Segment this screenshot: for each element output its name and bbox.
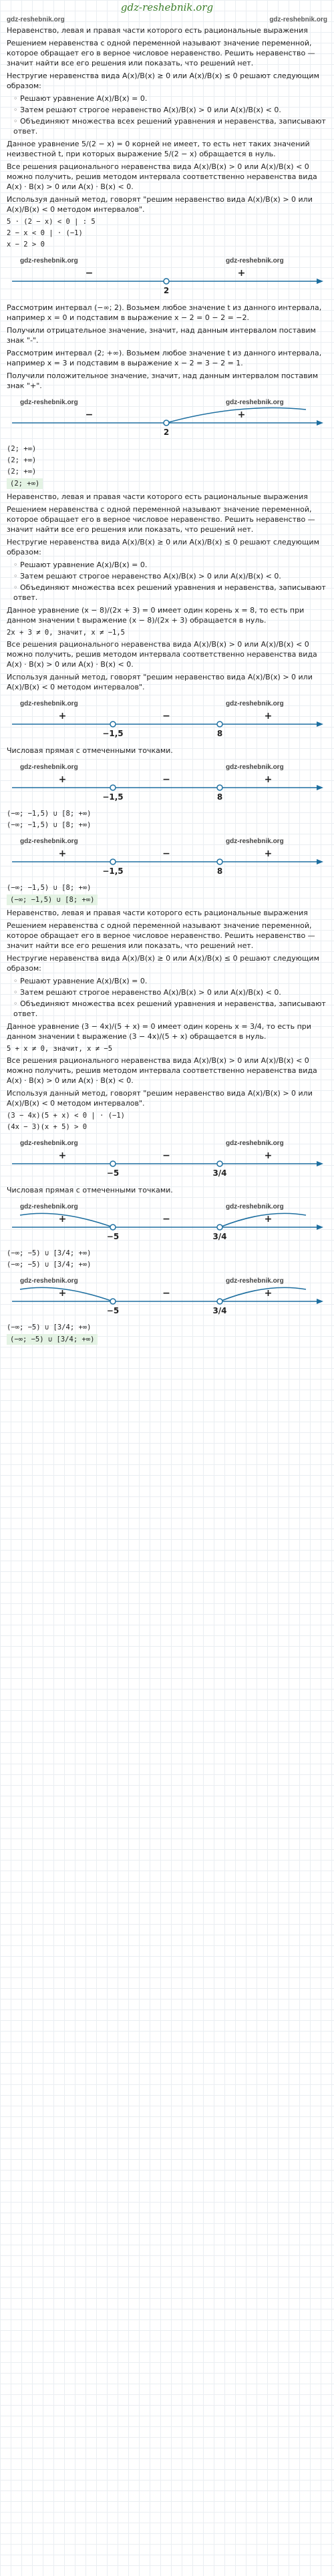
point-label: 8 (216, 792, 223, 802)
watermark: gdz-reshebnik.org (20, 1277, 78, 1285)
number-line (7, 395, 327, 438)
interval-sign: + (58, 711, 67, 721)
number-line-svg (7, 834, 326, 876)
solution-section-3 (7, 908, 327, 1347)
watermark: gdz-reshebnik.org (226, 399, 284, 406)
number-line-svg (7, 1199, 326, 1242)
interval-arc (220, 1287, 306, 1301)
paragraph: Получили отрицательное значение, значит, над данным интервалом поставим знак "-". (7, 326, 316, 345)
number-line (7, 1136, 327, 1178)
interval-arc (20, 1287, 113, 1301)
math-line: (3 − 4x)(5 + x) < 0 | · (−1) (7, 1112, 126, 1120)
point-marker (164, 279, 169, 284)
watermark: gdz-reshebnik.org (20, 764, 78, 771)
watermark: gdz-reshebnik.org (226, 1203, 284, 1211)
watermark: gdz-reshebnik.org (20, 838, 78, 845)
point-marker (164, 420, 169, 426)
point-marker (110, 1225, 116, 1230)
number-line (7, 1273, 327, 1316)
axis-arrow-icon (317, 420, 323, 426)
interval-sign: + (237, 268, 246, 279)
paragraph: Решением неравенства с одной переменной называют значение переменной, которое обращает его в верное числовое неравенство. Решить неравенство — значит найти все его решения или показать, что решений нет. (7, 39, 315, 67)
point-label: −5 (106, 1306, 120, 1315)
point-marker (110, 1299, 116, 1304)
paragraph: Получили положительное значение, значит, над данным интервалом поставим знак "+". (7, 371, 319, 390)
point-label: 2 (163, 428, 170, 437)
list-item: ◦ Объединяют множества всех решений уравнения и неравенства, записывают ответ. (13, 999, 327, 1019)
site-header (0, 0, 334, 15)
watermark: gdz-reshebnik.org (226, 1140, 284, 1147)
watermark: gdz-reshebnik.org (226, 764, 284, 771)
watermark: gdz-reshebnik.org (20, 257, 78, 265)
list-item: ◦ Решают уравнение A(x)/B(x) = 0. (13, 976, 327, 986)
interval-sign: + (264, 1214, 273, 1225)
point-label: 8 (216, 729, 223, 738)
watermark: gdz-reshebnik.org (226, 1277, 284, 1285)
interval-sign: + (264, 711, 273, 721)
answer-box: (−∞; −5) ∪ [3/4; +∞) (7, 1334, 98, 1345)
result-line: (2; +∞) (7, 456, 37, 464)
paragraph: Нестругие неравенства вида A(x)/B(x) ≥ 0 или A(x)/B(x) ≤ 0 решают следующим образом: (7, 538, 319, 556)
interval-sign: + (237, 410, 246, 420)
math-line: 5 · (2 − x) < 0 | : 5 (7, 218, 96, 226)
watermark: gdz-reshebnik.org (20, 700, 78, 707)
paragraph: Решением неравенства с одной переменной называют значение переменной, которое обращает его в верное числовое неравенство. Решить неравенство — значит найти все его решения или показать, что решений нет. (7, 921, 315, 950)
list-item: ◦ Затем решают строгое неравенство A(x)/B(x) > 0 или A(x)/B(x) < 0. (13, 105, 327, 115)
interval-sign: − (162, 711, 170, 721)
list-item: ◦ Решают уравнение A(x)/B(x) = 0. (13, 560, 327, 570)
watermark: gdz-reshebnik.org (226, 257, 284, 265)
number-line-svg (7, 253, 326, 296)
math-line: x − 2 > 0 (7, 240, 45, 249)
point-marker (110, 785, 116, 790)
number-line-svg (7, 1273, 326, 1316)
watermark-row (7, 16, 327, 23)
paragraph: Все решения рационального неравенства вида A(x)/B(x) > 0 или A(x)/B(x) < 0 можно получить, решив методом интервала соответственно неравенства вида A(x) · B(x) > 0 или A(x) · B(x) < 0. (7, 1056, 317, 1085)
math-line: (4x − 3)(x + 5) > 0 (7, 1123, 88, 1131)
result-line: (2; +∞) (7, 445, 37, 453)
caption: Числовая прямая с отмеченными точками. (7, 746, 173, 755)
list-item: ◦ Затем решают строгое неравенство A(x)/B(x) > 0 или A(x)/B(x) < 0. (13, 571, 327, 581)
paragraph: Все решения рационального неравенства вида A(x)/B(x) > 0 или A(x)/B(x) < 0 можно получить, решив методом интервала соответственно неравенства вида A(x) · B(x) > 0 или A(x) · B(x) < 0. (7, 640, 317, 669)
caption: Числовая прямая с отмеченными точками. (7, 1186, 173, 1194)
answer-box: (−∞; −1,5) ∪ [8; +∞) (7, 895, 98, 905)
number-line-svg (7, 760, 326, 802)
paragraph: Данное уравнение (3 − 4x)/(5 + x) = 0 имеет один корень x = 3/4, то есть при данном значении t выражение (3 − 4x)/(5 + x) обращается в нуль. (7, 1022, 311, 1041)
point-marker (217, 1299, 222, 1304)
watermark: gdz-reshebnik.org (7, 16, 65, 23)
point-label: 3/4 (212, 1306, 227, 1315)
paragraph: Все решения рационального неравенства вида A(x)/B(x) > 0 или A(x)/B(x) < 0 можно получить, решив методом интервала соответственно неравенства вида A(x) · B(x) > 0 или A(x) · B(x) < 0. (7, 162, 317, 191)
axis-arrow-icon (317, 859, 323, 864)
axis-arrow-icon (317, 1299, 323, 1304)
result-line: (−∞; −5) ∪ [3/4; +∞) (7, 1249, 92, 1257)
interval-sign: + (58, 1150, 67, 1161)
number-line-svg (7, 696, 326, 739)
result-line: (−∞; −1,5) ∪ [8; +∞) (7, 821, 92, 829)
number-line (7, 1199, 327, 1242)
axis-arrow-icon (317, 1161, 323, 1166)
point-marker (110, 859, 116, 864)
interval-sign: − (85, 268, 94, 279)
interval-sign: − (162, 1288, 170, 1299)
point-marker (110, 721, 116, 727)
point-label: −1,5 (102, 866, 124, 876)
axis-arrow-icon (317, 1225, 323, 1230)
axis-arrow-icon (317, 785, 323, 790)
axis-arrow-icon (317, 721, 323, 727)
watermark: gdz-reshebnik.org (20, 399, 78, 406)
math-line: 5 + x ≠ 0, значит, x ≠ −5 (7, 1045, 113, 1053)
paragraph: Данное уравнение 5/(2 − x) = 0 корней не имеет, то есть нет таких значений неизвестной t, при которых выражение 5/(2 − x) обращается в нуль. (7, 140, 310, 158)
point-marker (217, 859, 222, 864)
paragraph: Нестругие неравенства вида A(x)/B(x) ≥ 0 или A(x)/B(x) ≤ 0 решают следующим образом: (7, 71, 319, 90)
number-line (7, 696, 327, 739)
point-marker (217, 785, 222, 790)
result-line: (−∞; −1,5) ∪ [8; +∞) (7, 810, 92, 818)
list-item: ◦ Затем решают строгое неравенство A(x)/B(x) > 0 или A(x)/B(x) < 0. (13, 987, 327, 997)
interval-sign: + (58, 1288, 67, 1299)
number-line-svg (7, 1136, 326, 1178)
paragraph: Неравенство, левая и правая части которого есть рациональные выражения (7, 909, 308, 917)
point-label: −5 (106, 1232, 120, 1241)
point-label: −1,5 (102, 729, 124, 738)
number-line (7, 834, 327, 876)
interval-sign: + (264, 1288, 273, 1299)
point-label: 3/4 (212, 1232, 227, 1241)
paragraph: Используя данный метод, говорят "решим неравенство вида A(x)/B(x) > 0 или A(x)/B(x) < 0 методом интервалов". (7, 195, 313, 214)
list-item: ◦ Объединяют множества всех решений уравнения и неравенства, записывают ответ. (13, 116, 327, 136)
interval-sign: − (162, 848, 170, 859)
watermark: gdz-reshebnik.org (20, 1203, 78, 1211)
point-label: 8 (216, 866, 223, 876)
paragraph: Решением неравенства с одной переменной называют значение переменной, которое обращает его в верное числовое неравенство. Решить неравенство — значит найти все его решения или показать, что решений нет. (7, 505, 315, 534)
solution-section-2 (7, 492, 327, 908)
interval-sign: + (58, 774, 67, 785)
interval-sign: + (58, 1214, 67, 1225)
solution-section-1 (7, 16, 327, 492)
list-item: ◦ Объединяют множества всех решений уравнения и неравенства, записывают ответ. (13, 583, 327, 603)
point-marker (217, 1161, 222, 1166)
watermark: gdz-reshebnik.org (226, 838, 284, 845)
point-label: −1,5 (102, 792, 124, 802)
interval-sign: + (264, 1150, 273, 1161)
result-line: (−∞; −5) ∪ [3/4; +∞) (7, 1261, 92, 1269)
list-item: ◦ Решают уравнение A(x)/B(x) = 0. (13, 94, 327, 104)
interval-sign: + (264, 848, 273, 859)
answer-box: (2; +∞) (7, 478, 43, 489)
site-title[interactable]: gdz-reshebnik.org (120, 1, 214, 13)
result-line: (−∞; −1,5) ∪ [8; +∞) (7, 884, 92, 892)
point-marker (217, 721, 222, 727)
number-line (7, 253, 327, 296)
paragraph: Рассмотрим интервал (−∞; 2). Возьмем любое значение t из данного интервала, например x = 0 и подставим в выражение x − 2 = 0 − 2 = −2. (7, 303, 322, 322)
steps-list (13, 94, 327, 136)
paragraph: Рассмотрим интервал (2; +∞). Возьмем любое значение t из данного интервала, например x = 3 и подставим в выражение x − 2 = 3 − 2 = 1. (7, 349, 322, 367)
result-line: (−∞; −5) ∪ [3/4; +∞) (7, 1323, 92, 1331)
watermark: gdz-reshebnik.org (20, 1140, 78, 1147)
number-line-svg (7, 395, 326, 438)
point-label: 2 (163, 286, 170, 295)
interval-arc (220, 1213, 306, 1227)
interval-sign: + (264, 774, 273, 785)
result-line: (2; +∞) (7, 468, 37, 476)
watermark: gdz-reshebnik.org (269, 16, 327, 23)
interval-arc (20, 1213, 113, 1227)
interval-sign: − (162, 1150, 170, 1161)
math-line: 2x + 3 ≠ 0, значит, x ≠ −1,5 (7, 629, 126, 637)
paragraph: Неравенство, левая и правая части которого есть рациональные выражения (7, 26, 308, 35)
point-marker (110, 1161, 116, 1166)
watermark: gdz-reshebnik.org (226, 700, 284, 707)
paragraph: Используя данный метод, говорят "решим неравенство вида A(x)/B(x) > 0 или A(x)/B(x) < 0 методом интервалов". (7, 1089, 313, 1108)
number-line (7, 760, 327, 802)
axis-arrow-icon (317, 279, 323, 284)
interval-sign: + (58, 848, 67, 859)
solution-content (0, 15, 334, 1347)
paragraph: Данное уравнение (x − 8)/(2x + 3) = 0 имеет один корень x = 8, то есть при данном значении t выражение (x − 8)/(2x + 3) обращается в нуль. (7, 606, 305, 625)
interval-sign: − (85, 410, 94, 420)
paragraph: Неравенство, левая и правая части которого есть рациональные выражения (7, 492, 308, 501)
interval-sign: − (162, 1214, 170, 1225)
interval-arc (166, 408, 306, 424)
math-line: 2 − x < 0 | · (−1) (7, 229, 83, 237)
point-label: 3/4 (212, 1168, 227, 1178)
point-label: −5 (106, 1168, 120, 1178)
steps-list (13, 976, 327, 1019)
point-marker (217, 1225, 222, 1230)
interval-sign: − (162, 774, 170, 785)
paragraph: Используя данный метод, говорят "решим неравенство вида A(x)/B(x) > 0 или A(x)/B(x) < 0 методом интервалов". (7, 673, 313, 691)
paragraph: Нестругие неравенства вида A(x)/B(x) ≥ 0 или A(x)/B(x) ≤ 0 решают следующим образом: (7, 954, 319, 973)
steps-list (13, 560, 327, 603)
